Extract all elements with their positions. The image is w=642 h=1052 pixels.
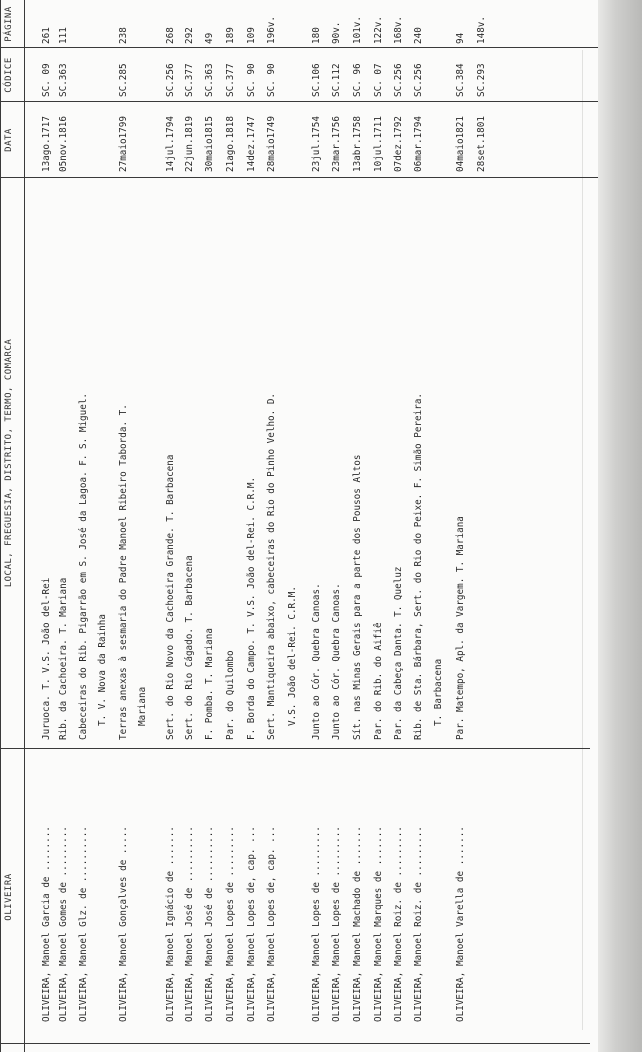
page-cell: 180 <box>311 27 322 44</box>
code-cell: SC.377 <box>225 63 236 97</box>
name-cell: OLIVEIRA, Manoel Machado de ....... <box>352 826 363 1022</box>
local-cell: Junto ao Cór. Quebra Canoas. <box>331 583 342 740</box>
name-cell: OLIVEIRA, Manoel Glz. de .......... <box>78 826 89 1022</box>
local-cell: V.S. João del-Rei. C.R.M. <box>287 586 298 726</box>
page-cell: 168v. <box>393 16 404 44</box>
name-cell: OLIVEIRA, Manoel Lopes de ......... <box>225 826 236 1022</box>
local-cell: Sert. do Rio Cágado. T. Barbacena <box>184 555 195 740</box>
page-cell: 240 <box>413 27 424 44</box>
local-cell: Par. da Cabeça Danta. T. Queluz <box>393 566 404 740</box>
page-cell: 111 <box>58 27 69 44</box>
divider-code-page <box>0 47 598 48</box>
date-cell: 28set.1801 <box>476 116 487 172</box>
header-name: OLIVEIRA <box>4 873 14 921</box>
divider-local-date <box>0 177 598 178</box>
left-rule <box>0 1043 590 1044</box>
date-cell: 10jul.1711 <box>373 116 384 172</box>
page-cell: 109 <box>246 27 257 44</box>
local-cell: Juruoca. T. V.S. João del-Rei <box>41 577 52 740</box>
page-cell: 268 <box>165 27 176 44</box>
top-rule <box>0 0 1 1052</box>
code-cell: SC.256 <box>393 63 404 97</box>
header-code: CÓDICE <box>4 57 14 93</box>
code-cell: SC. 07 <box>373 63 384 97</box>
code-cell: SC. 09 <box>41 63 52 97</box>
header-rule <box>24 0 25 1052</box>
code-cell: SC.112 <box>331 63 342 97</box>
page-cell: 148v. <box>476 16 487 44</box>
date-cell: 13abr.1758 <box>352 116 363 172</box>
local-cell: Par. Matempo, Apl. da Vargem. T. Mariana <box>455 516 466 740</box>
code-cell: SC.256 <box>165 63 176 97</box>
code-cell: SC.363 <box>58 63 69 97</box>
page-cell: 122v. <box>373 16 384 44</box>
name-cell: OLIVEIRA, Manoel Ignácio de ....... <box>165 826 176 1022</box>
page-cell: 292 <box>184 27 195 44</box>
local-cell: Terras anexas à sesmaria do Padre Manoel Ribeiro Taborda. T. <box>118 404 129 740</box>
local-cell: Cabeceiras do Rib. Pigarrão em S. José da Lagoa. F. S. Miguel. <box>78 392 89 740</box>
code-cell: SC.384 <box>455 63 466 97</box>
divider-name-local <box>0 748 590 749</box>
local-cell: T. Barbacena <box>433 658 444 726</box>
header-local: LOCAL, FREGUESIA, DISTRITO, TERMO, COMARCA <box>4 338 14 588</box>
code-cell: SC. 90 <box>246 63 257 97</box>
date-cell: 05nov.1816 <box>58 116 69 172</box>
name-cell: OLIVEIRA, Manoel Roiz. de ......... <box>413 826 424 1022</box>
local-cell: F. Pomba. T. Mariana <box>204 628 215 740</box>
local-cell: F. Borda do Campo. T. V.S. João del-Rei. C.R.M. <box>246 476 257 740</box>
local-cell: Sert. Mantiqueira abaixo, cabeceiras do Rio do Pinho Velho. D. <box>266 392 277 740</box>
code-cell: SC.285 <box>118 63 129 97</box>
name-cell: OLIVEIRA, Manoel Gomes de ......... <box>58 826 69 1022</box>
date-cell: 30maio1815 <box>204 116 215 172</box>
date-cell: 27maio1799 <box>118 116 129 172</box>
code-cell: SC.293 <box>476 63 487 97</box>
date-cell: 28maio1749 <box>266 116 277 172</box>
code-cell: SC.256 <box>413 63 424 97</box>
name-cell: OLIVEIRA, Manoel Marques de ....... <box>373 826 384 1022</box>
name-cell: OLIVEIRA, Manoel Lopes de ......... <box>331 826 342 1022</box>
code-cell: SC. 90 <box>266 63 277 97</box>
name-cell: OLIVEIRA, Manoel Lopes de, cap. ... <box>246 826 257 1022</box>
name-cell: OLIVEIRA, Manoel José de .......... <box>204 826 215 1022</box>
name-cell: OLIVEIRA, Manoel Roiz. de ......... <box>393 826 404 1022</box>
date-cell: 07dez.1792 <box>393 116 404 172</box>
name-cell: OLIVEIRA, Manoel Garcia de ........ <box>41 826 52 1022</box>
date-cell: 06mar.1794 <box>413 116 424 172</box>
divider-date-code <box>0 101 598 102</box>
date-cell: 14jul.1794 <box>165 116 176 172</box>
local-cell: Sít. nas Minas Gerais para a parte dos Pousos Altos <box>352 454 363 740</box>
page-cell: 49 <box>204 32 215 44</box>
date-cell: 04maio1821 <box>455 116 466 172</box>
code-cell: SC. 96 <box>352 63 363 97</box>
date-cell: 21ago.1818 <box>225 116 236 172</box>
page-cell: 90v. <box>331 21 342 44</box>
page-cell: 94 <box>455 32 466 44</box>
page-cell: 101v. <box>352 16 363 44</box>
local-cell: Par. do Rib. do Aifiê <box>373 622 384 740</box>
local-cell: Rib. da Cachoeira. T. Mariana <box>58 577 69 740</box>
name-cell: OLIVEIRA, Manoel Lopes de ......... <box>311 826 322 1022</box>
code-cell: SC.377 <box>184 63 195 97</box>
name-cell: OLIVEIRA, Manoel Gonçalves de ..... <box>118 826 129 1022</box>
name-cell: OLIVEIRA, Manoel Varella de ....... <box>455 826 466 1022</box>
date-cell: 23mar.1756 <box>331 116 342 172</box>
name-cell: OLIVEIRA, Manoel José de .......... <box>184 826 195 1022</box>
page-cell: 238 <box>118 27 129 44</box>
date-cell: 23jul.1754 <box>311 116 322 172</box>
local-cell: Rib. de Sta. Bárbara, Sert. do Rio do Peixe. F. Simão Pereira. <box>413 392 424 740</box>
date-cell: 13ago.1717 <box>41 116 52 172</box>
local-cell: Par. do Quilombo <box>225 650 236 740</box>
date-cell: 14dez.1747 <box>246 116 257 172</box>
name-cell: OLIVEIRA, Manoel Lopes de, cap. ... <box>266 826 277 1022</box>
code-cell: SC.106 <box>311 63 322 97</box>
local-cell: Junto ao Cór. Quebra Canoas. <box>311 583 322 740</box>
page-cell: 261 <box>41 27 52 44</box>
code-cell: SC.363 <box>204 63 215 97</box>
local-cell: T. V. Nova da Rainha <box>97 614 108 726</box>
header-date: DATA <box>4 128 14 152</box>
binding-edge <box>598 0 642 1052</box>
date-cell: 22jun.1819 <box>184 116 195 172</box>
local-cell: Mariana <box>137 686 148 726</box>
local-cell: Sert. do Rio Novo da Cachoeira Grande. T. Barbacena <box>165 454 176 740</box>
header-page: PÁGINA <box>4 6 14 42</box>
page-cell: 189 <box>225 27 236 44</box>
page-cell: 196v. <box>266 16 277 44</box>
